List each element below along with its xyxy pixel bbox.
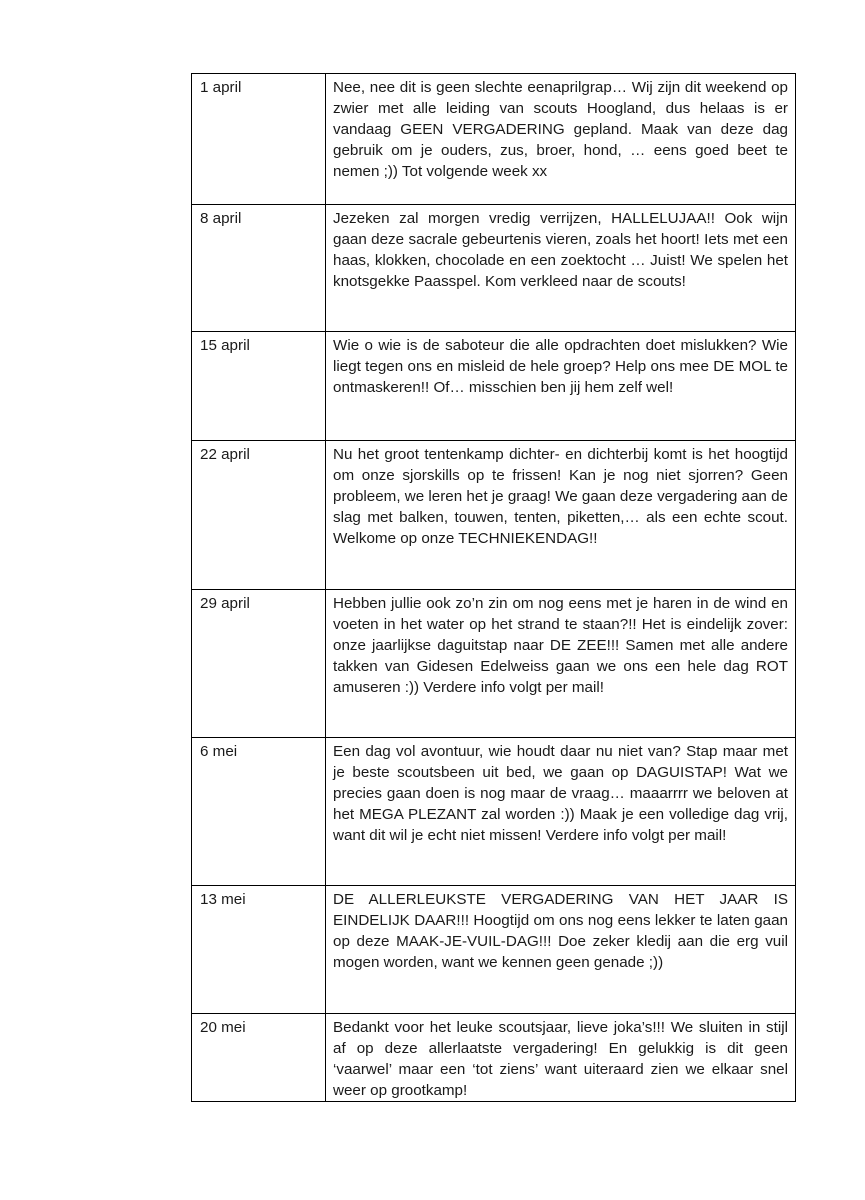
table-row bbox=[192, 738, 796, 886]
table-row bbox=[192, 205, 796, 332]
table-row bbox=[192, 886, 796, 1014]
date-cell: 20 mei bbox=[192, 1014, 326, 1102]
table-row bbox=[192, 332, 796, 441]
description-cell: Nee, nee dit is geen slechte eenaprilgrap… Wij zijn dit weekend op zwier met alle leiding van scouts Hoogland, dus helaas is er vandaag GEEN VERGADERING gepland. Maak van deze dag gebruik om je ouders, zus, broer, hond, … eens goed beet te nemen ;)) Tot volgende week xx bbox=[326, 74, 796, 205]
description-cell: Wie o wie is de saboteur die alle opdrachten doet mislukken? Wie liegt tegen ons en misleid de hele groep? Help ons mee DE MOL te ontmaskeren!! Of… misschien ben jij hem zelf wel! bbox=[326, 332, 796, 441]
description-cell: Nu het groot tentenkamp dichter- en dichterbij komt is het hoogtijd om onze sjorskills op te frissen! Kan je nog niet sjorren? Geen probleem, we leren het je graag! We gaan deze vergadering aan de slag met balken, touwen, tenten, piketten,… als een echte scout. Welkome op onze TECHNIEKENDAG!! bbox=[326, 441, 796, 590]
description-cell: Hebben jullie ook zo’n zin om nog eens met je haren in de wind en voeten in het water op het strand te staan?!! Het is eindelijk zover: onze jaarlijkse daguitstap naar DE ZEE!!! Samen met alle andere takken van Gidesen Edelweiss gaan we ons een hele dag ROT amuseren :)) Verdere info volgt per mail! bbox=[326, 590, 796, 738]
table-row bbox=[192, 1014, 796, 1102]
table-row bbox=[192, 441, 796, 590]
date-cell: 22 april bbox=[192, 441, 326, 590]
date-cell: 15 april bbox=[192, 332, 326, 441]
description-cell: Bedankt voor het leuke scoutsjaar, lieve joka’s!!! We sluiten in stijl af op deze allerlaatste vergadering! En gelukkig is dit geen ‘vaarwel’ maar een ‘tot ziens’ want uiteraard zien we elkaar snel weer op grootkamp! bbox=[326, 1014, 796, 1102]
description-cell: DE ALLERLEUKSTE VERGADERING VAN HET JAAR IS EINDELIJK DAAR!!! Hoogtijd om ons nog eens lekker te laten gaan op deze MAAK-JE-VUIL-DAG!!! Doe zeker kledij aan die erg vuil mogen worden, want we kennen geen genade ;)) bbox=[326, 886, 796, 1014]
table-row bbox=[192, 590, 796, 738]
date-cell: 29 april bbox=[192, 590, 326, 738]
description-cell: Jezeken zal morgen vredig verrijzen, HALLELUJAA!! Ook wijn gaan deze sacrale gebeurtenis vieren, zoals het hoort! Iets met een haas, klokken, chocolade en een zoektocht … Juist! We spelen het knotsgekke Paasspel. Kom verkleed naar de scouts! bbox=[326, 205, 796, 332]
schedule-table bbox=[191, 73, 796, 1102]
date-cell: 6 mei bbox=[192, 738, 326, 886]
description-cell: Een dag vol avontuur, wie houdt daar nu niet van? Stap maar met je beste scoutsbeen uit bed, we gaan op DAGUISTAP! Wat we precies gaan doen is nog maar de vraag… maaarrrr we beloven at het MEGA PLEZANT zal worden :)) Maak je een volledige dag vrij, want dit wil je echt niet missen! Verdere info volgt per mail! bbox=[326, 738, 796, 886]
date-cell: 1 april bbox=[192, 74, 326, 205]
table-row bbox=[192, 74, 796, 205]
date-cell: 13 mei bbox=[192, 886, 326, 1014]
date-cell: 8 april bbox=[192, 205, 326, 332]
